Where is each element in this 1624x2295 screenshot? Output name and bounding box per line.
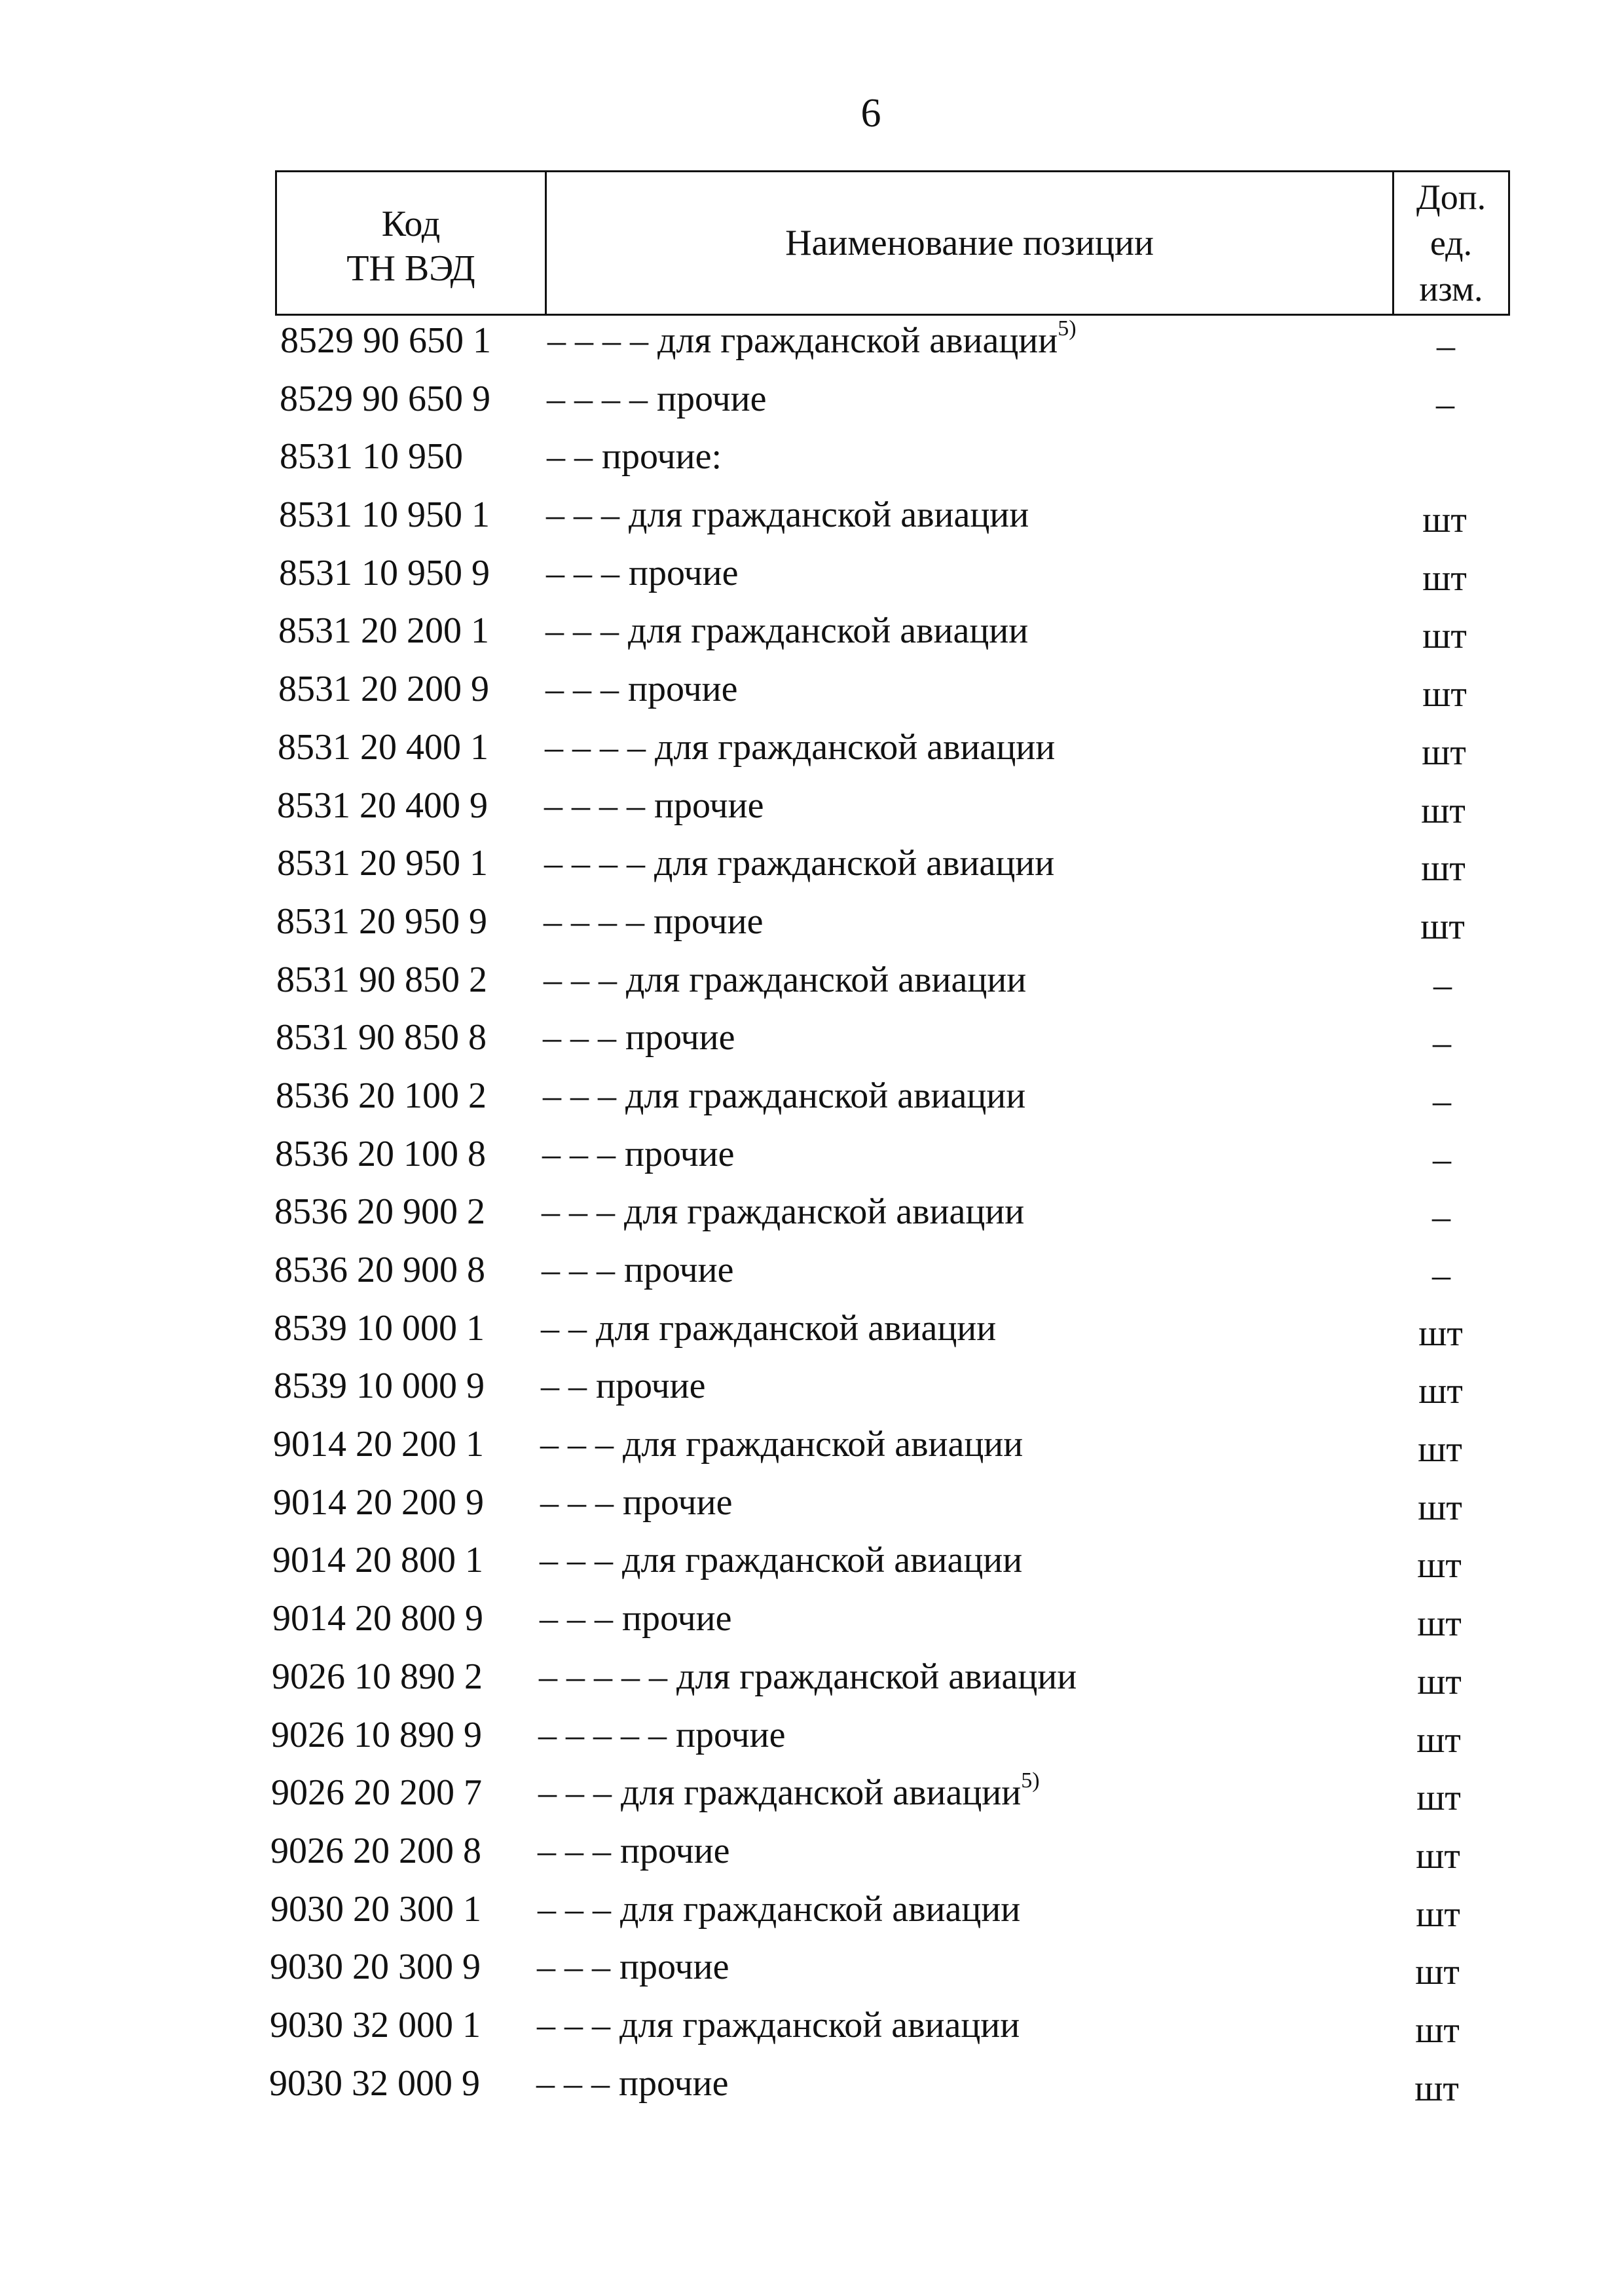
table-row (0, 1305, 1624, 1364)
row-dashes: – – – (540, 1482, 614, 1523)
row-code: 9014 20 800 9 (272, 1598, 483, 1639)
header-code-line1: Код (381, 204, 441, 244)
row-dashes: – – – – (545, 726, 646, 768)
row-unit: шт (1420, 906, 1465, 947)
row-name: для гражданской авиации (623, 1424, 1024, 1465)
row-name: для гражданской авиации (621, 1772, 1022, 1814)
row-name-cell (544, 957, 1026, 1003)
row-unit: шт (1418, 1313, 1463, 1354)
row-unit: шт (1422, 557, 1467, 599)
row-dashes: – – – (546, 552, 619, 593)
row-dashes: – – – – (544, 843, 645, 884)
table-row (0, 376, 1624, 434)
row-code: 9014 20 200 9 (273, 1482, 484, 1523)
row-name-cell (540, 1537, 1022, 1583)
row-name-cell (542, 1189, 1024, 1235)
row-unit: шт (1417, 1545, 1462, 1586)
row-name: для гражданской авиации (622, 1540, 1023, 1581)
row-name-cell (546, 550, 739, 596)
row-dashes: – – (547, 436, 593, 477)
row-dashes: – – – – (547, 320, 648, 361)
row-name-cell (544, 899, 764, 944)
row-name-cell (546, 492, 1029, 538)
row-dashes: – – – – – (539, 1656, 667, 1697)
table-row (0, 2061, 1624, 2119)
table-row (0, 1654, 1624, 1712)
table-row (0, 1015, 1624, 1073)
table-row (0, 1421, 1624, 1480)
row-name: прочие (625, 1017, 735, 1058)
table-row (0, 1363, 1624, 1421)
row-unit: шт (1416, 1778, 1461, 1819)
row-dashes: – – (541, 1307, 587, 1349)
row-unit: шт (1417, 1603, 1462, 1645)
row-unit: шт (1417, 1661, 1462, 1702)
row-name: для гражданской авиации (620, 1888, 1021, 1930)
row-code: 9026 20 200 8 (270, 1830, 481, 1871)
row-name-cell (541, 1305, 996, 1351)
row-name-cell (542, 1131, 735, 1177)
row-unit: – (1432, 1255, 1450, 1296)
row-code: 9030 32 000 9 (269, 2062, 480, 2104)
row-code: 9030 20 300 1 (270, 1888, 481, 1930)
row-name: прочие (623, 1482, 733, 1523)
row-unit: – (1437, 326, 1455, 366)
row-name: прочие (657, 378, 767, 419)
row-dashes: – – – (538, 1772, 612, 1814)
row-name: прочие (619, 2062, 729, 2104)
table-body (0, 318, 1624, 2118)
row-unit: шт (1416, 1719, 1461, 1761)
row-unit: шт (1415, 1952, 1460, 1993)
row-unit: шт (1422, 732, 1466, 773)
row-name-cell (545, 608, 1028, 654)
row-code: 9014 20 800 1 (272, 1540, 483, 1581)
row-code: 8531 90 850 8 (276, 1017, 487, 1058)
row-name: прочие (629, 552, 739, 593)
row-code: 9026 20 200 7 (271, 1772, 482, 1814)
row-name: прочие (596, 1366, 706, 1407)
row-dashes: – – – – (544, 901, 644, 942)
row-name: прочие (654, 785, 764, 826)
row-code: 8529 90 650 9 (280, 378, 490, 419)
table-header (275, 170, 1510, 316)
table-row (0, 1886, 1624, 1945)
row-name: для гражданской авиации (619, 2004, 1020, 2045)
row-name-cell (538, 1712, 786, 1758)
row-code: 8531 10 950 9 (279, 552, 490, 593)
row-unit: шт (1422, 674, 1467, 715)
row-name-cell (538, 1886, 1020, 1932)
footnote-marker: 5) (1021, 1768, 1040, 1793)
row-code: 8531 10 950 1 (279, 494, 490, 536)
row-unit: шт (1418, 1487, 1462, 1528)
row-code: 8531 10 950 (280, 436, 463, 477)
row-name-cell (544, 783, 764, 829)
row-dashes: – – – – (547, 378, 648, 419)
row-name: прочие: (602, 436, 722, 477)
row-code: 8531 20 400 1 (278, 726, 489, 768)
row-name-cell (538, 1770, 1040, 1816)
row-code: 8531 20 950 1 (277, 843, 488, 884)
page-number: 6 (860, 91, 881, 136)
row-code: 8536 20 100 8 (275, 1133, 486, 1174)
row-name-cell (541, 1363, 706, 1409)
table-row (0, 1073, 1624, 1131)
table-row (0, 2002, 1624, 2061)
row-dashes: – – – (542, 1133, 616, 1174)
row-code: 8539 10 000 9 (274, 1366, 485, 1407)
table-row (0, 1537, 1624, 1595)
row-name: прочие (676, 1714, 786, 1755)
table-row (0, 783, 1624, 841)
table-row (0, 1480, 1624, 1538)
row-name-cell (547, 434, 722, 479)
row-dashes: – – – (537, 1947, 610, 1988)
table-row (0, 1828, 1624, 1886)
row-code: 8531 20 200 1 (278, 610, 489, 652)
table-row (0, 1131, 1624, 1189)
table-row (0, 1595, 1624, 1654)
row-unit: шт (1421, 848, 1466, 889)
row-name-cell (537, 2002, 1020, 2048)
table-row (0, 724, 1624, 783)
row-name: для гражданской авиации (628, 610, 1029, 652)
row-dashes: – – – (538, 1888, 611, 1930)
header-code-line2: ТН ВЭД (346, 248, 475, 289)
row-unit: шт (1416, 1835, 1460, 1876)
row-name: для гражданской авиации (596, 1307, 997, 1349)
table-row (0, 840, 1624, 899)
header-unit-line2: ед. (1430, 223, 1473, 263)
row-unit: – (1433, 964, 1452, 1005)
row-dashes: – – – (542, 1250, 615, 1290)
table-row (0, 434, 1624, 492)
row-dashes: – – – – (544, 785, 645, 826)
row-code: 8536 20 900 2 (274, 1191, 485, 1233)
header-unit-cell (1394, 172, 1508, 314)
table-row (0, 1944, 1624, 2002)
row-code: 9030 32 000 1 (270, 2004, 481, 2045)
row-name-cell (542, 1247, 734, 1293)
row-unit: – (1433, 1022, 1451, 1064)
row-unit: шт (1418, 1429, 1462, 1470)
row-name-cell (545, 724, 1055, 770)
row-name-cell (536, 2061, 729, 2106)
header-unit-line1: Доп. (1416, 177, 1486, 217)
table-row (0, 492, 1624, 550)
row-name-cell (539, 1654, 1077, 1700)
table-row (0, 1189, 1624, 1247)
row-dashes: – – – (545, 669, 619, 710)
row-unit: – (1432, 1197, 1450, 1238)
row-name-cell (543, 1015, 735, 1060)
table-row (0, 1247, 1624, 1305)
header-code-cell (277, 172, 547, 314)
table-row (0, 550, 1624, 608)
row-name: прочие (622, 1598, 732, 1639)
table-row (0, 1712, 1624, 1770)
row-dashes: – – – (544, 959, 617, 1000)
row-dashes: – – – (545, 610, 619, 652)
row-code: 9030 20 300 9 (270, 1947, 481, 1988)
row-dashes: – – – (543, 1017, 616, 1058)
table-row (0, 1770, 1624, 1828)
row-name-cell (540, 1480, 733, 1525)
row-name: прочие (624, 1250, 734, 1290)
row-name: для гражданской авиации (629, 494, 1029, 536)
row-name-cell (537, 1944, 729, 1990)
row-unit: – (1433, 1080, 1451, 1121)
row-code: 8539 10 000 1 (274, 1307, 485, 1349)
row-code: 8531 20 950 9 (276, 901, 487, 942)
row-dashes: – – – (542, 1191, 615, 1233)
row-code: 8536 20 100 2 (276, 1075, 487, 1116)
row-name: для гражданской авиации (626, 959, 1027, 1000)
row-code: 9026 10 890 9 (271, 1714, 482, 1755)
row-code: 8531 20 200 9 (278, 669, 489, 710)
row-dashes: – – – (543, 1075, 616, 1116)
row-name: для гражданской авиации (654, 843, 1055, 884)
row-code: 9026 10 890 2 (272, 1656, 483, 1697)
row-name: прочие (654, 901, 764, 942)
row-unit: шт (1414, 2068, 1459, 2109)
header-name: Наименование позиции (785, 223, 1154, 263)
row-code: 8529 90 650 1 (280, 320, 491, 361)
table-row (0, 608, 1624, 666)
table-row (0, 957, 1624, 1015)
footnote-marker: 5) (1058, 316, 1077, 341)
row-code: 9014 20 200 1 (273, 1424, 484, 1465)
row-unit: – (1436, 383, 1454, 424)
row-dashes: – – (541, 1366, 587, 1407)
row-code: 8536 20 900 8 (274, 1250, 485, 1290)
row-name: прочие (628, 669, 738, 710)
row-name: прочие (620, 1830, 730, 1871)
table-row (0, 666, 1624, 724)
row-dashes: – – – (540, 1540, 613, 1581)
row-name: для гражданской авиации (625, 1075, 1026, 1116)
row-unit: шт (1422, 616, 1467, 657)
table-row (0, 899, 1624, 957)
row-name: для гражданской авиации (624, 1191, 1025, 1233)
row-dashes: – – – (536, 2062, 610, 2104)
row-name-cell (538, 1828, 730, 1874)
row-code: 8531 20 400 9 (277, 785, 488, 826)
table-row (0, 318, 1624, 376)
row-dashes: – – – (537, 2004, 610, 2045)
row-name-cell (544, 840, 1054, 886)
row-dashes: – – – (546, 494, 619, 536)
row-unit: – (1433, 1138, 1451, 1180)
row-name: для гражданской авиации (655, 726, 1056, 768)
row-name-cell (540, 1595, 732, 1641)
row-dashes: – – – (540, 1424, 614, 1465)
row-name: для гражданской авиации (657, 320, 1058, 361)
row-name: прочие (625, 1133, 735, 1174)
row-unit: шт (1415, 2009, 1460, 2051)
row-name: для гражданской авиации (676, 1656, 1077, 1697)
row-dashes: – – – (538, 1830, 611, 1871)
row-code: 8531 90 850 2 (276, 959, 487, 1000)
row-unit: шт (1416, 1894, 1460, 1935)
row-name-cell (547, 376, 767, 422)
row-name-cell (545, 666, 738, 712)
row-dashes: – – – – – (538, 1714, 667, 1755)
row-name-cell (547, 318, 1077, 364)
row-name-cell (543, 1073, 1025, 1119)
row-name: прочие (619, 1947, 729, 1988)
row-unit: шт (1422, 500, 1467, 541)
header-unit-line3: изм. (1419, 269, 1483, 308)
row-unit: шт (1421, 790, 1466, 831)
row-unit: шт (1418, 1371, 1463, 1412)
header-name-cell (547, 172, 1394, 314)
row-dashes: – – – (540, 1598, 613, 1639)
row-name-cell (540, 1421, 1023, 1467)
